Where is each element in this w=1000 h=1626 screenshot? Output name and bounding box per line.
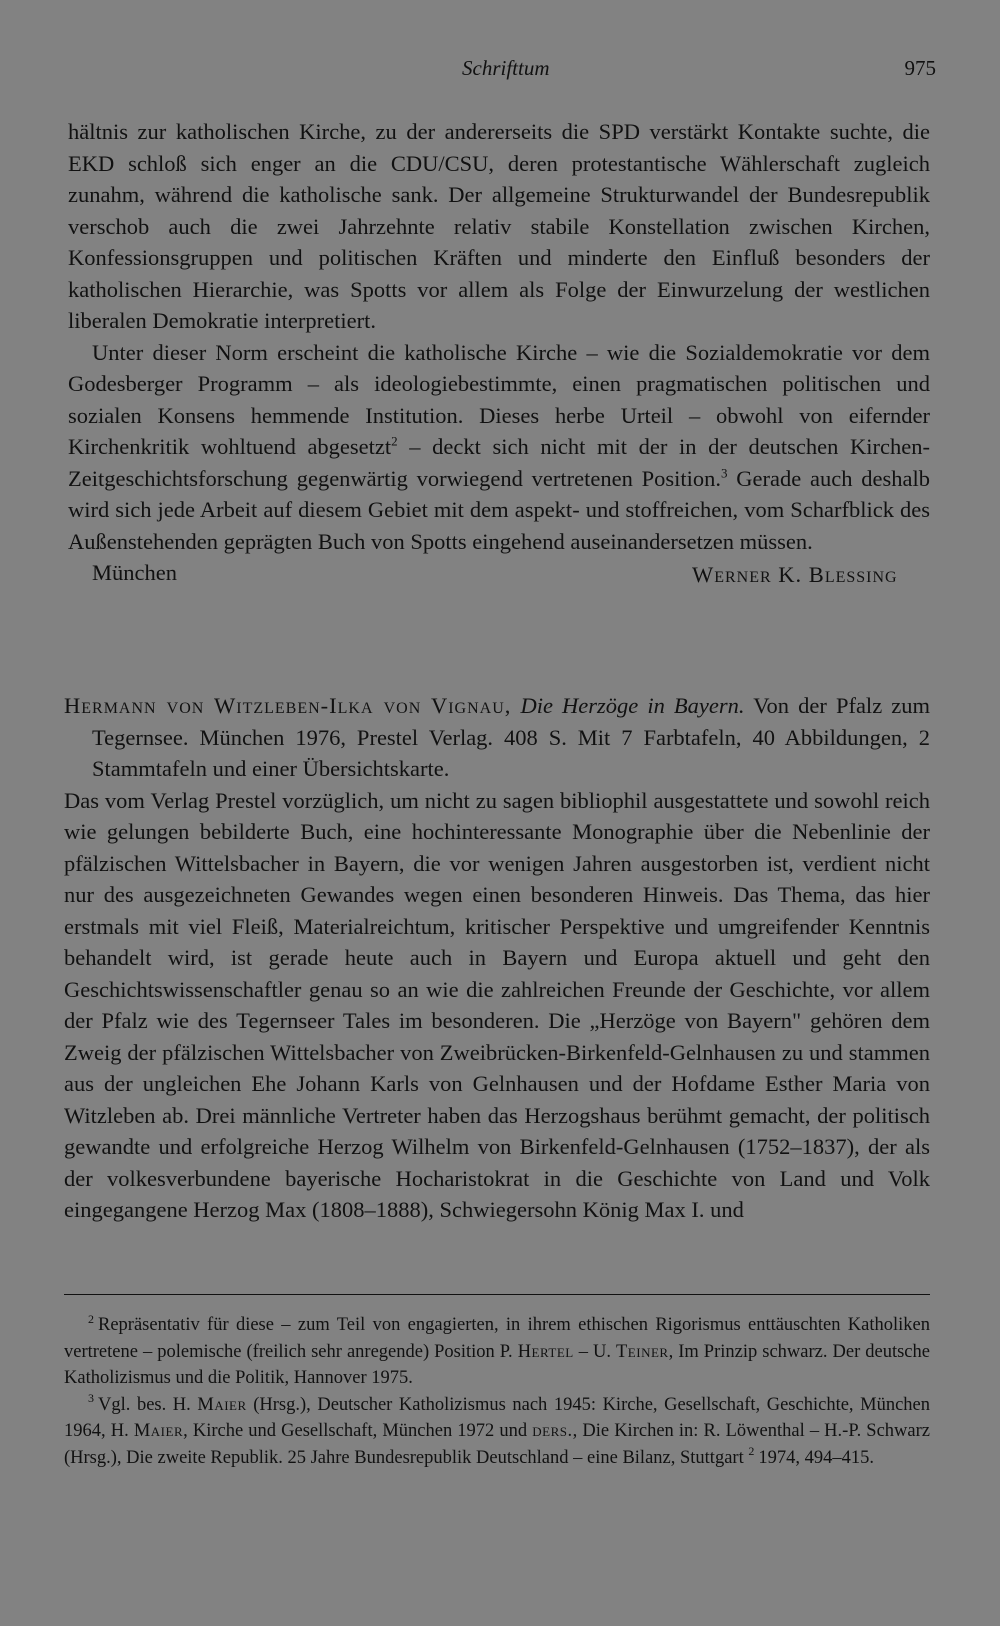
footnote-ref[interactable]: 3 <box>721 465 728 480</box>
cited-author: Maier <box>133 1421 184 1441</box>
bibliographic-entry <box>64 690 930 785</box>
footnote-ref[interactable]: 2 <box>391 433 398 449</box>
footnote-text: Repräsentativ für diese – zum Teil von engagierten, in ihrem ethischen Rigorismus enttäuschten Katholiken vertretene – polemische (freilich sehr anregende) Position P. <box>64 1315 930 1362</box>
review-signature <box>68 557 930 591</box>
footnote-mark: 2 <box>88 1311 94 1326</box>
footnote-mark: 3 <box>88 1391 94 1406</box>
paragraph-text: Gerade auch deshalb wird sich jede Arbeit auf diesem Gebiet mit dem aspekt- und stoffreichen, vom Scharfblick des Außenstehenden geprägten Buch von Spotts eingehend auseinandersetzen müssen. <box>68 465 931 554</box>
cited-author: Teiner <box>616 1341 669 1362</box>
signature-author: Werner K. Blessing <box>692 562 898 587</box>
publication-details: Von der Pfalz zum Tegernsee. München 1976, Prestel Verlag. 408 S. Mit 7 Farbtafeln, 40 Abbildungen, 2 Stammtafeln und einer Übersichtskarte. <box>92 693 930 781</box>
footnote-text: , Im Prinzip schwarz. Der deutsche Katholizismus und die Politik, Hannover 1975. <box>64 1341 930 1388</box>
paragraph <box>68 337 930 558</box>
footnote-text: , Die Kirchen in: R. Löwenthal – H.-P. Schwarz (Hrsg.), Die zweite Republik. 25 Jahre Bundesrepublik Deutschland – eine Bilanz, Stuttgart <box>64 1421 930 1468</box>
footnote <box>64 1312 930 1392</box>
book-title: Die Herzöge in Bayern. <box>520 693 745 718</box>
book-review-entry <box>64 690 930 1226</box>
edition-mark: 2 <box>748 1444 755 1459</box>
footnote-text: (Hrsg.), Deutscher Katholizismus nach 1945: Kirche, Gesellschaft, Geschichte, München 1964, H. <box>64 1394 930 1441</box>
footnotes <box>64 1312 930 1471</box>
running-title: Schrifttum <box>462 56 550 80</box>
footnote-text: Vgl. bes. H. <box>98 1394 198 1415</box>
book-authors: Hermann von Witzleben-Ilka von Vignau, <box>64 693 512 718</box>
footnote-text: 1974, 494–415. <box>758 1447 874 1468</box>
footnote-text: – U. <box>573 1341 616 1362</box>
running-header <box>0 56 1000 88</box>
cited-author: Maier <box>197 1394 247 1415</box>
paragraph-text: – deckt sich nicht mit der in der deutschen Kirchen-Zeitgeschichtsforschung gegenwärtig vorwiegend vertretenen Position. <box>68 434 930 491</box>
footnote <box>64 1392 930 1472</box>
review-continued <box>68 116 930 591</box>
footnote-separator <box>64 1294 930 1295</box>
paragraph: hältnis zur katholischen Kirche, zu der andererseits die SPD verstärkt Kontakte suchte, die EKD schloß sich enger an die CDU/CSU, deren protestantische Wählerschaft zugleich zunahm, während die katholische sank. Der allgemeine Strukturwandel der Bundesrepublik verschob auch die zwei Jahrzehnte relativ stabile Konstellation zwischen Kirchen, Konfessionsgruppen und politischen Kräften und minderte den Einfluß besonders der katholischen Hierarchie, was Spotts vor allem als Folge der Einwurzelung der westlichen liberalen Demokratie interpretiert. <box>68 119 930 333</box>
footnote-text: , Kirche und Gesellschaft, München 1972 und <box>183 1421 533 1441</box>
cited-author: ders. <box>532 1421 573 1441</box>
signature-place: München <box>92 560 177 585</box>
cited-author: Hertel <box>517 1341 574 1362</box>
paragraph-text: Unter dieser Norm erscheint die katholische Kirche – wie die Sozialdemokratie vor dem Godesberger Programm – als ideologiebestimmte, einen pragmatischen politischen und sozialen Konsens hemmende Institution. Dieses herbe Urteil – obwohl von eifernder Kirchenkritik wohltuend abgesetzt <box>68 339 930 459</box>
page-number: 975 <box>904 56 936 80</box>
review-body: Das vom Verlag Prestel vorzüglich, um nicht zu sagen bibliophil ausgestattete und sowohl reich wie gelungen bebilderte Buch, eine hochinteressante Monographie über die Nebenlinie der pfälzischen Wittelsbacher in Bayern, die vor wenigen Jahren ausgestorben ist, verdient nicht nur des ausgezeichneten Gewandes wegen einen besonderen Hinweis. Das Thema, das hier erstmals mit viel Fleiß, Materialreichtum, kritischer Perspektive und umgreifender Kenntnis behandelt wird, ist gerade heute auch in Bayern und Europa aktuell und geht den Geschichtswissenschaftler genau so an wie die zahlreichen Freunde der Geschichte, vor allem der Pfalz wie des Tegernseer Tales im besonderen. Die „Herzöge von Bayern" gehören dem Zweig der pfälzischen Wittelsbacher von Zweibrücken-Birkenfeld-Gelnhausen zu und stammen aus der ungleichen Ehe Johann Karls von Gelnhausen und der Hofdame Esther Maria von Witzleben ab. Drei männliche Vertreter haben das Herzogshaus berühmt gemacht, der politisch gewandte und erfolgreiche Herzog Wilhelm von Birkenfeld-Gelnhausen (1752–1837), der als der volkesverbundene bayerische Hocharistokrat in die Geschichte von Land und Volk eingegangene Herzog Max (1808–1888), Schwiegersohn König Max I. und <box>64 787 930 1222</box>
